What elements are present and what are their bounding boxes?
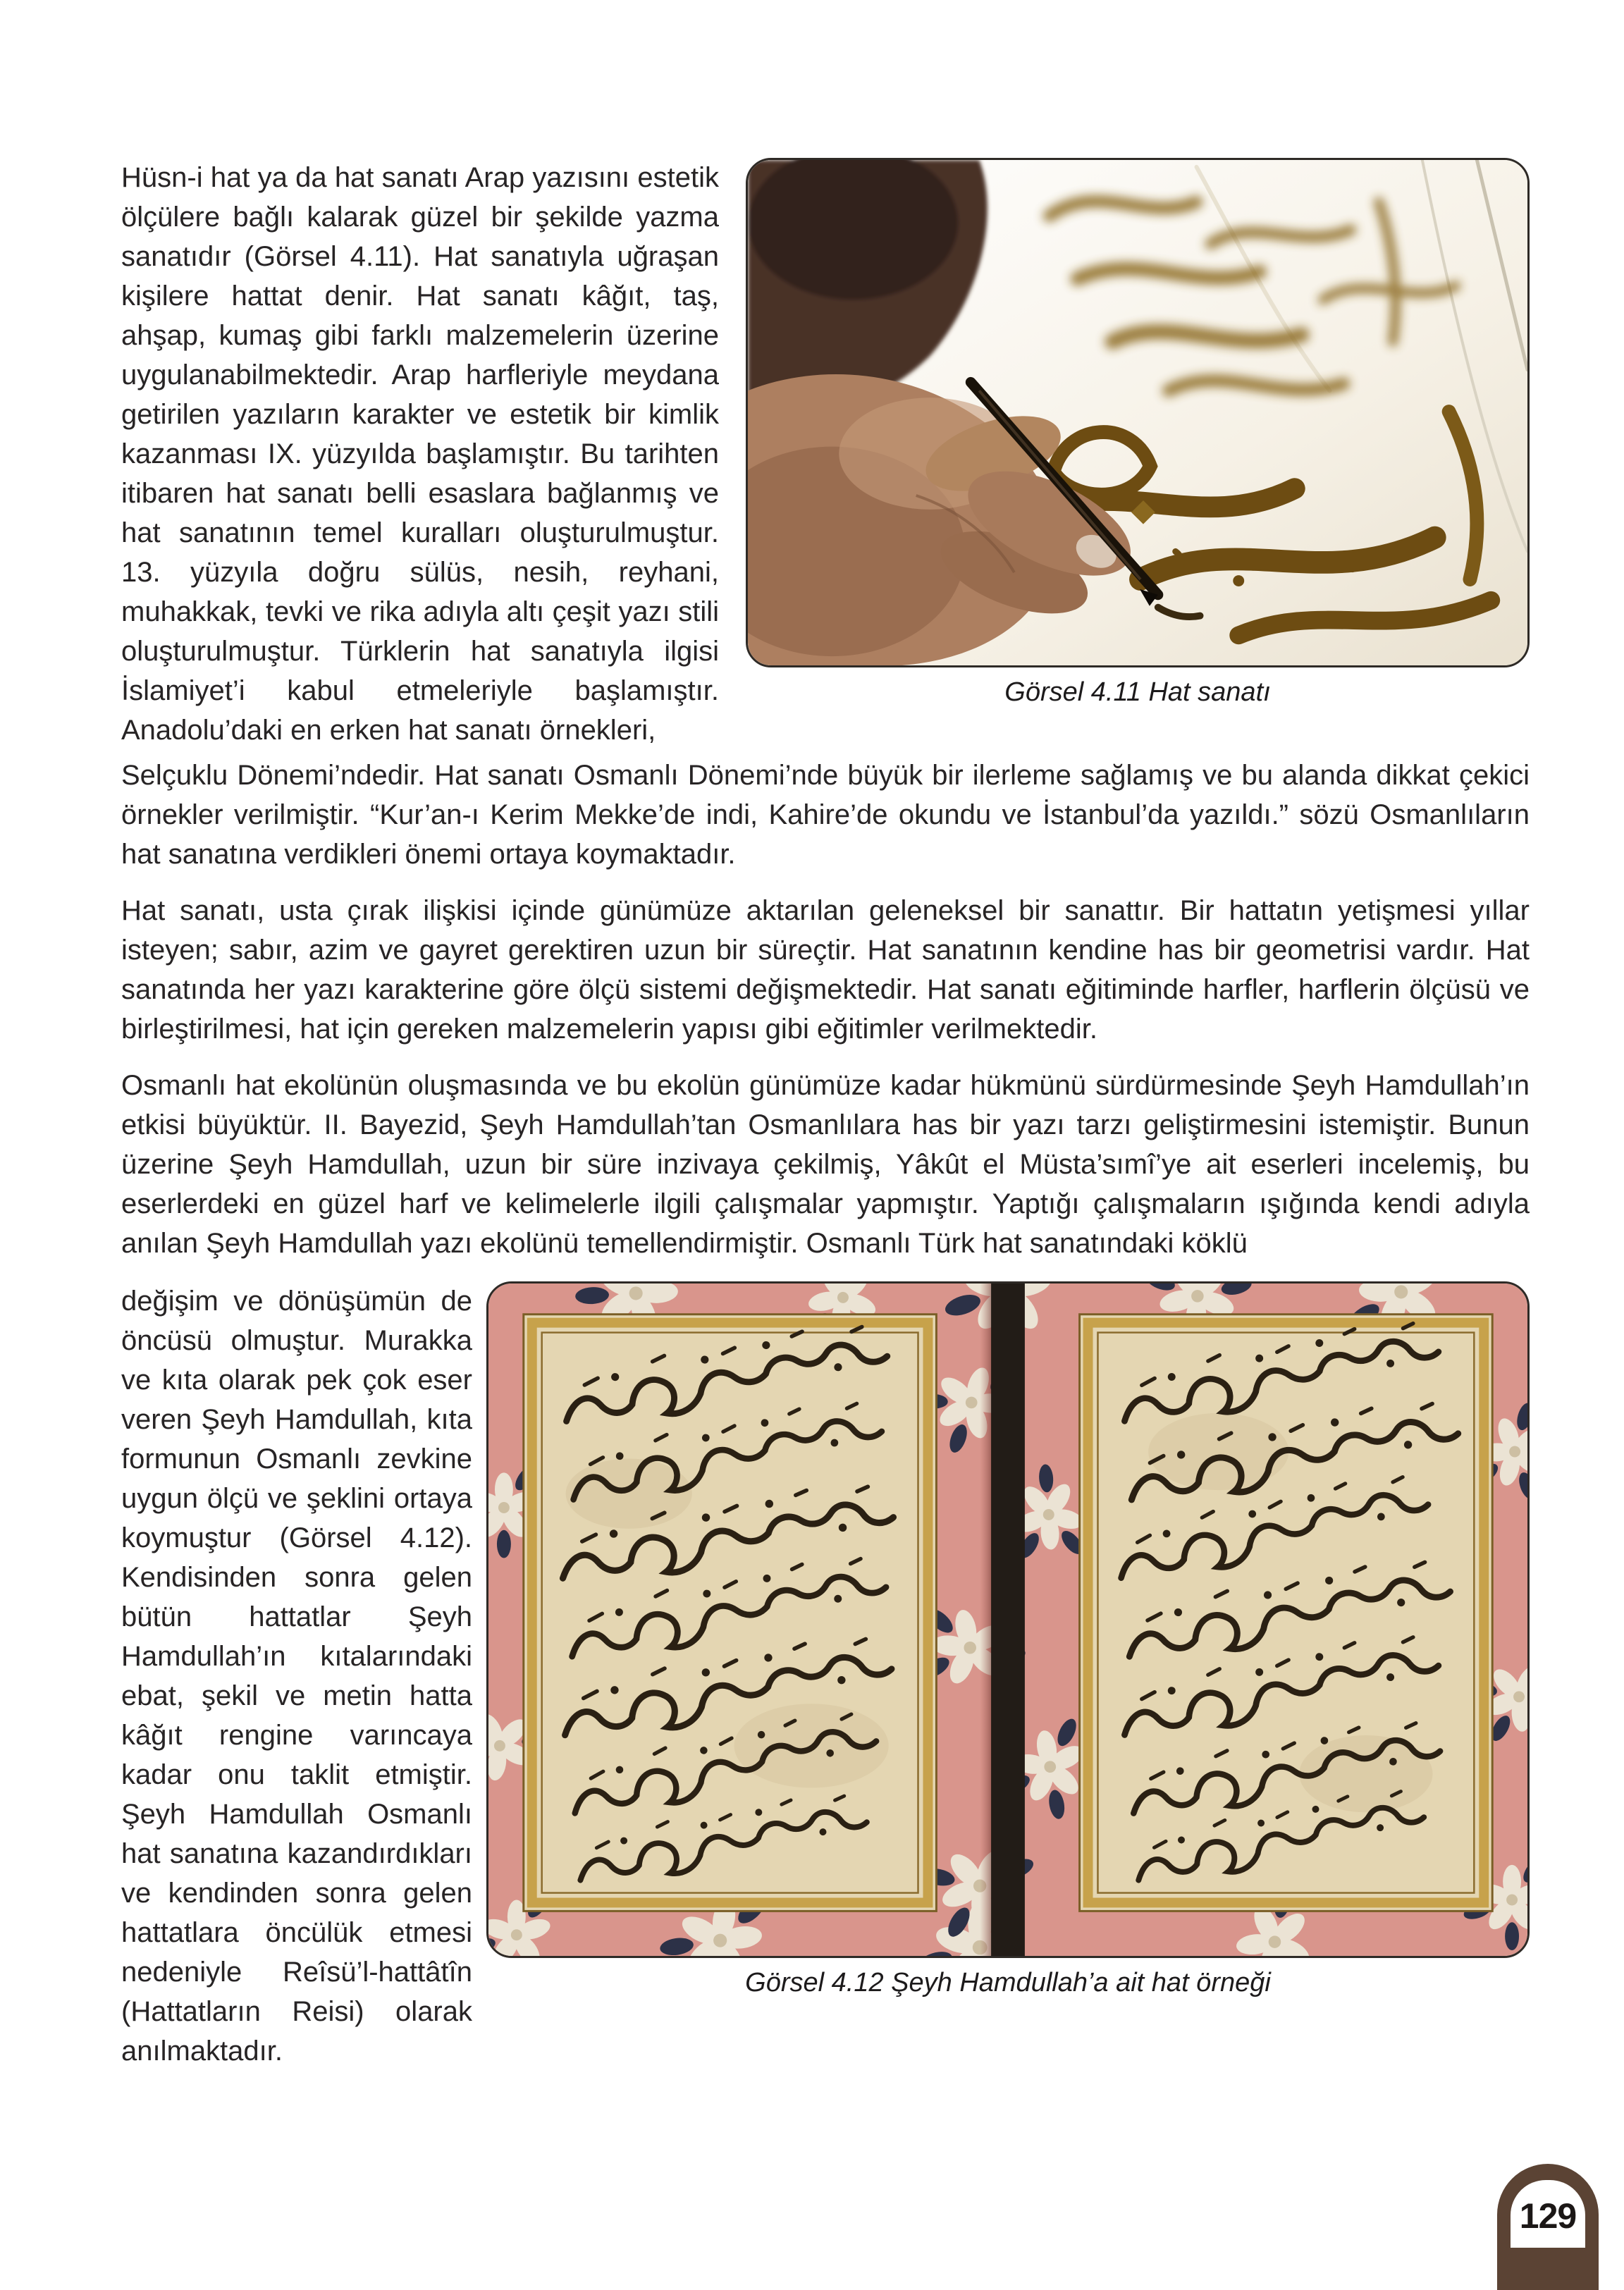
hat-sanati-photo	[746, 158, 1530, 667]
right-manuscript-panel	[1080, 1315, 1493, 1912]
paragraph-3-column: değişim ve dönüşümün de öncüsü olmuştur. Murakka ve kıta olarak pek çok eser veren Şeyh Hamdullah, kıta formunun Osmanlı zevkine uygun ölçü ve şeklini ortaya koymuştur (Görsel 4.12). Kendisinden sonra gelen bütün hattatlar Şeyh Hamdullah’ın kıtalarındaki ebat, şekil ve metin hatta kâğıt rengine varıncaya kadar onu taklit etmiştir. Şeyh Hamdullah Osmanlı hat sanatına kazandırdıkları ve kendinden sonra gelen hattatlara öncülük etmesi nedeniyle Reîsü’l-hattâtîn (Hattatların Reisi) olarak anılmaktadır.	[121, 1286, 472, 2067]
manuscript-spread-illustration	[488, 1283, 1527, 1956]
page-number: 129	[1519, 2196, 1577, 2236]
paragraph-2: Hat sanatı, usta çırak ilişkisi içinde günümüze aktarılan geleneksel bir sanattır. Bir hattatın yetişmesi yıllar isteyen; sabır, azim ve gayret gerektiren uzun bir süreçtir. Hat sanatının kendine has bir geometrisi vardır. Hat sanatında her yazı karakterine göre ölçü sistemi değişmektedir. Hat sanatı eğitiminde harfler, harflerin ölçüsü ve birleştirilmesi, hat için gereken malzemelerin yapısı gibi eğitimler verilmektedir.	[121, 895, 1530, 1045]
paragraph-3-full: Osmanlı hat ekolünün oluşmasında ve bu ekolün günümüze kadar hükmünü sürdürmesinde Şeyh Hamdullah’ın etkisi büyüktür. II. Bayezid, Şeyh Hamdullah’tan Osmanlılara has bir yazı tarzı geliştirmesini istemiştir. Bunun üzerine Şeyh Hamdullah, uzun bir süre inzivaya çekilmiş, Yâkût el Müsta’sımî’ye ait eserleri incelemiş, bu eserlerdeki en güzel harf ve kelimelerle ilgili çalışmalar yapmıştır. Yaptığı çalışmaların ışığında kendi adıyla anılan Şeyh Hamdullah yazı ekolünü temellendirmiştir. Osmanlı Türk hat sanatındaki köklü	[121, 1070, 1530, 1259]
page-number-badge	[1497, 2164, 1599, 2290]
hand-with-pen-illustration	[748, 160, 1527, 665]
seyh-hamdullah-manuscript-photo	[486, 1281, 1530, 1958]
paragraph-1-continuation: Selçuklu Dönemi’ndedir. Hat sanatı Osmanlı Dönemi’nde büyük bir ilerleme sağlamış ve bu alanda dikkat çekici örnekler verilmiştir. “Kur’an-ı Kerim Mekke’de indi, Kahire’de okundu ve İstanbul’da yazıldı.” sözü Osmanlıların hat sanatına verdikleri önemi ortaya koymaktadır.	[121, 760, 1530, 870]
figure-gorsel-4-11	[746, 158, 1530, 708]
figure-caption-4-12: Görsel 4.12 Şeyh Hamdullah’a ait hat örneği	[745, 1968, 1271, 1997]
spine-shadow-left	[980, 1283, 992, 1956]
section-bottom	[121, 1281, 1530, 2071]
book-spine	[991, 1283, 1025, 1956]
figure-caption-4-11: Görsel 4.11 Hat sanatı	[1004, 677, 1271, 707]
figure-gorsel-4-12	[486, 1281, 1530, 1999]
paragraph-1-column: Hüsn-i hat ya da hat sanatı Arap yazısını estetik ölçülere bağlı kalarak güzel bir şekilde yazma sanatıdır (Görsel 4.11). Hat sanatıyla uğraşan kişilere hattat denir. Hat sanatı kâğıt, taş, ahşap, kumaş gibi farklı malzemelerin üzerine uygulanabilmektedir. Arap harfleriyle meydana getirilen yazıların karakter ve estetik bir kimlik kazanması IX. yüzyılda başlamıştır. Bu tarihten itibaren hat sanatı belli esaslara bağlanmış ve hat sanatının temel kuralları oluşturulmuştur. 13. yüzyıla doğru sülüs, nesih, reyhani, muhakkak, tevki ve rika adıyla altı çeşit yazı stili oluşturulmuştur. Türklerin hat sanatıyla ilgisi İslamiyet’i kabul etmeleriyle başlamıştır. Anadolu’daki en erken hat sanatı örnekleri,	[121, 162, 719, 746]
left-manuscript-panel	[524, 1315, 937, 1912]
section-top	[121, 158, 1530, 750]
page-content	[121, 158, 1530, 2071]
page-number-window	[1511, 2180, 1585, 2248]
